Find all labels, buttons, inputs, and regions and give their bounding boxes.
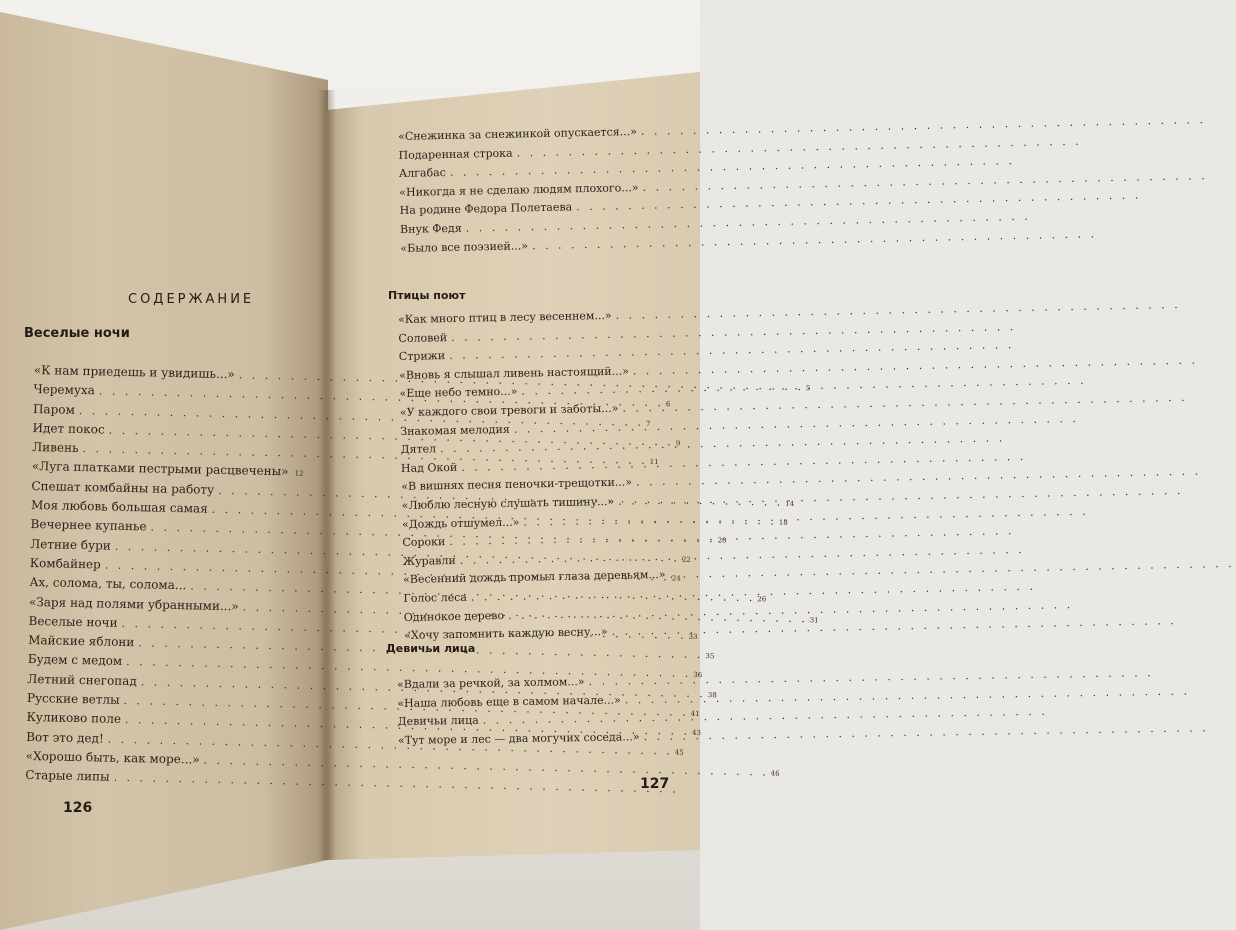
toc-entry-page: 26 <box>757 595 767 604</box>
toc-list-birds <box>398 308 676 648</box>
section-title-devichi-litsa: Девичьи лица <box>386 642 476 655</box>
toc-entry-title: Летние бури <box>30 536 111 553</box>
toc-entry-page: 45 <box>674 748 684 757</box>
toc-entry-title: Ливень <box>32 440 79 456</box>
toc-entry-title: «Люблю лесную слушать тишину...» <box>401 494 615 512</box>
toc-entry-title: «К нам приедешь и увидишь...» <box>33 363 235 382</box>
toc-entry-page: 41 <box>690 709 700 719</box>
dot-leader <box>625 684 1190 706</box>
toc-entry-page: 24 <box>671 574 681 583</box>
toc-entry-page: 31 <box>809 615 819 625</box>
toc-entry-title: Внук Федя <box>399 221 462 236</box>
toc-entry-title: Журавли <box>402 553 456 568</box>
toc-entry-title: «Как много птиц в лесу весеннем...» <box>398 308 612 326</box>
toc-entry-title: Будем с медом <box>27 652 123 669</box>
toc-entry-page: 9 <box>675 439 681 448</box>
toc-entry-title: На родине Федора Полетаева <box>399 200 573 218</box>
toc-entry-title: «Хочу запомнить каждую весну...» <box>404 625 608 643</box>
toc-entry-page: 22 <box>681 555 691 564</box>
toc-list-girls <box>397 674 670 753</box>
toc-entry-page: 43 <box>691 729 702 738</box>
toc-entry-title: Стрижи <box>398 349 446 364</box>
toc-entry-title: Черемуха <box>33 382 96 398</box>
toc-entry-page: 6 <box>665 400 671 409</box>
toc-entry-title: Алгабас <box>398 166 447 181</box>
toc-entry-title: «Дождь отшумел...» <box>401 515 520 531</box>
toc-entry-title: Русские ветлы <box>26 690 120 707</box>
toc-entry-page: 20 <box>717 536 727 545</box>
toc-entry-page: 12 <box>294 469 304 479</box>
toc-entry-title: Спешат комбайны на работу <box>31 478 215 497</box>
toc-entry-title: Дятел <box>400 442 437 457</box>
toc-entry-title: «Никогда я не сделаю людям плохого...» <box>399 180 639 199</box>
toc-entry-title: Над Окой <box>400 460 458 475</box>
toc-entry-title: Вот это дед! <box>26 729 104 746</box>
toc-entry-title: «Хорошо быть, как море...» <box>25 748 200 767</box>
toc-entry-title: Голос леса <box>403 590 467 605</box>
toc-entry-title: «Весенний дождь промыл глаза деревьям...» <box>402 568 666 587</box>
toc-entry-title: Моя любовь большая самая <box>30 498 208 516</box>
toc-title: СОДЕРЖАНИЕ <box>128 292 255 307</box>
toc-entry-page: 33 <box>688 632 698 641</box>
toc-entry-page: 35 <box>705 652 715 661</box>
dot-leader <box>641 113 1206 138</box>
toc-entry-title: Ах, солома, ты, солома... <box>29 575 187 593</box>
toc-entry-page: 38 <box>707 690 717 700</box>
toc-entry-title: Куликово поле <box>26 710 122 727</box>
toc-entry-title: Вечернее купанье <box>30 517 147 534</box>
toc-entry-title: «В вишнях песня пеночки-трещотки...» <box>401 475 633 494</box>
toc-entry-title: Летний снегопад <box>27 671 137 688</box>
toc-entry-page: 7 <box>645 419 651 428</box>
toc-entry-title: Девичьи лица <box>397 713 479 729</box>
toc-entry-title: Идет покос <box>32 420 105 437</box>
toc-entry-title: Знакомая мелодия <box>400 422 510 438</box>
toc-entry-title: «Тут море и лес — два могучих соседа...» <box>397 729 640 747</box>
toc-entry-title: Майские яблони <box>28 633 135 650</box>
toc-entry-title: Соловей <box>398 330 448 345</box>
toc-entry-title: Комбайнер <box>29 555 101 572</box>
toc-entry-title: «Наша любовь еще в самом начале...» <box>397 693 621 710</box>
toc-entry-title: «Снежинка за снежинкой опускается...» <box>398 124 638 143</box>
toc-entry-title: «Вдали за речкой, за холмом...» <box>397 675 585 691</box>
toc-entry-title: «Вновь я слышал ливень настоящий...» <box>399 364 629 382</box>
toc-list-right-top <box>398 124 673 260</box>
toc-entry-page: 11 <box>649 458 659 467</box>
page-number-right: 127 <box>640 776 670 792</box>
toc-entry-title: Одинокое дерево <box>403 608 505 624</box>
toc-entry-page: 5 <box>805 384 811 393</box>
toc-entry-title: Старые липы <box>25 768 110 784</box>
toc-entry-page: 14 <box>785 499 795 508</box>
section-title-veselye-nochi: Веселые ночи <box>24 326 130 341</box>
toc-entry-title: «Луга платками пестрыми расцвечены» <box>31 459 289 479</box>
toc-entry-title: Подаренная строка <box>398 146 513 162</box>
toc-entry-title: «Было все поэзией...» <box>400 238 529 255</box>
toc-entry-title: «Еще небо темно...» <box>399 385 518 401</box>
toc-entry-title: Паром <box>32 401 76 417</box>
toc-entry-title: «У каждого свои тревоги и заботы...» <box>399 401 619 419</box>
toc-entry-title: Веселые ночи <box>28 613 118 630</box>
toc-entry-page: 46 <box>770 769 780 778</box>
dot-leader <box>615 298 1180 322</box>
toc-entry-page: 18 <box>778 518 788 527</box>
page-number-left: 126 <box>63 800 93 816</box>
section-title-ptitsy-poyut: Птицы поют <box>388 289 466 302</box>
dot-leader <box>643 721 1208 743</box>
toc-entry-title: Сороки <box>402 535 446 550</box>
toc-entry-title: «Заря над полями убранными...» <box>28 594 239 613</box>
toc-entry-page: 36 <box>693 671 703 680</box>
